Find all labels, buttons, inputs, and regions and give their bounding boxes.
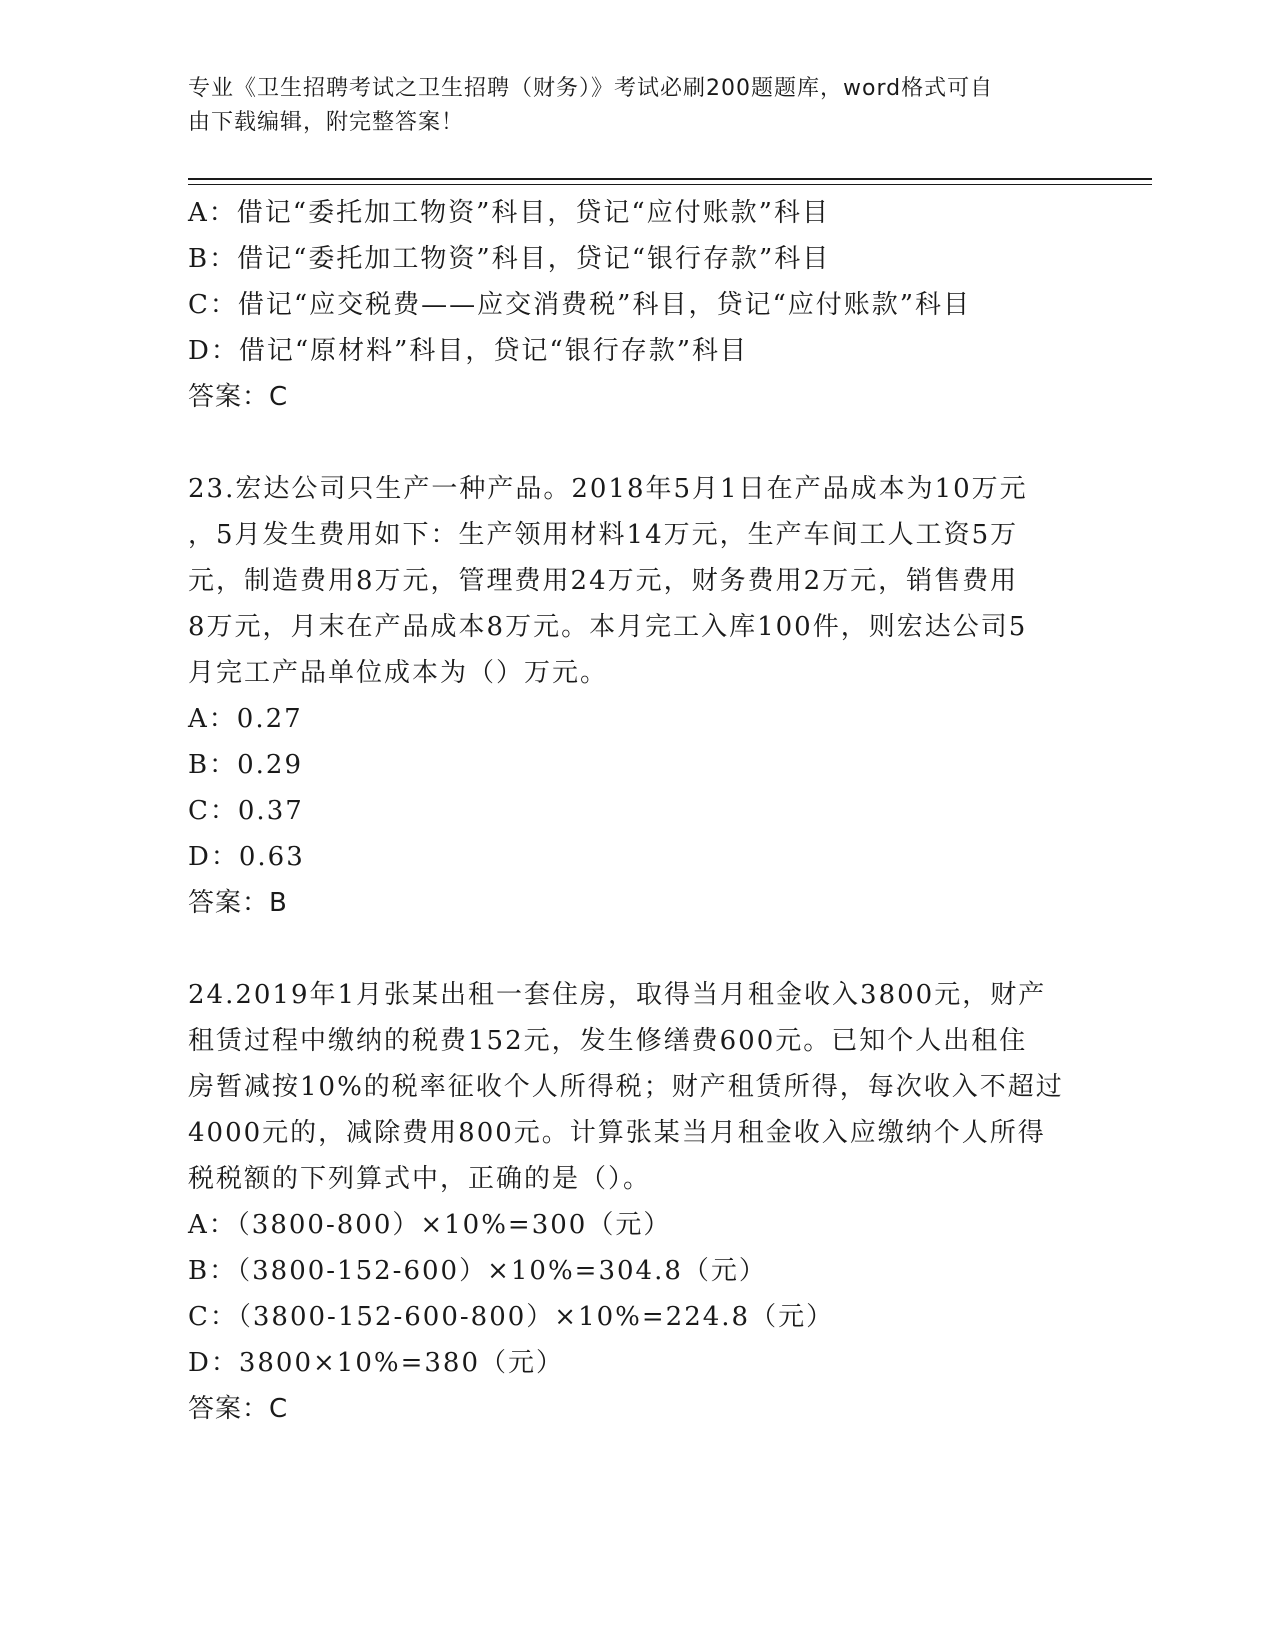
question-22-block xyxy=(188,190,1088,420)
document-header xyxy=(188,72,1068,140)
option-b: B：0.29 xyxy=(188,750,303,780)
document-content xyxy=(188,190,1088,1432)
question-line: 24.2019年1月张某出租一套住房，取得当月租金收入3800元，财产 xyxy=(188,980,1047,1010)
question-text xyxy=(188,466,1068,696)
option-d: D：借记“原材料”科目，贷记“银行存款”科目 xyxy=(188,336,749,366)
question-text xyxy=(188,972,1068,1202)
header-line-2: 由下载编辑，附完整答案！ xyxy=(188,110,465,135)
option-d: D：3800×10%=380（元） xyxy=(188,1348,564,1378)
option-b: B：（3800-152-600）×10%=304.8（元） xyxy=(188,1256,767,1286)
header-line-1: 专业《卫生招聘考试之卫生招聘（财务）》考试必刷200题题库，word格式可自 xyxy=(188,76,994,101)
question-line: 23.宏达公司只生产一种产品。2018年5月1日在产品成本为10万元 xyxy=(188,474,1028,504)
header-rule-thin xyxy=(188,184,1152,185)
answer: 答案：C xyxy=(188,382,289,412)
option-c: C：0.37 xyxy=(188,796,304,826)
header-rule-thick xyxy=(188,178,1152,180)
question-24-block xyxy=(188,972,1088,1432)
option-a: A：0.27 xyxy=(188,704,303,734)
question-line: 8万元，月末在产品成本8万元。本月完工入库100件，则宏达公司5 xyxy=(188,612,1028,642)
question-line: 税税额的下列算式中，正确的是（）。 xyxy=(188,1164,652,1194)
option-a: A：（3800-800）×10%=300（元） xyxy=(188,1210,672,1240)
answer: 答案：B xyxy=(188,888,288,918)
question-line: 元，制造费用8万元，管理费用24万元，财务费用2万元，销售费用 xyxy=(188,566,1019,596)
question-line: 4000元的，减除费用800元。计算张某当月租金收入应缴纳个人所得 xyxy=(188,1118,1046,1148)
question-23-block xyxy=(188,466,1088,926)
option-a: A：借记“委托加工物资”科目，贷记“应付账款”科目 xyxy=(188,198,830,228)
question-line: 房暂减按10%的税率征收个人所得税；财产租赁所得，每次收入不超过 xyxy=(188,1072,1064,1102)
option-d: D：0.63 xyxy=(188,842,305,872)
option-b: B：借记“委托加工物资”科目，贷记“银行存款”科目 xyxy=(188,244,831,274)
question-line: 租赁过程中缴纳的税费152元，发生修缮费600元。已知个人出租住 xyxy=(188,1026,1028,1056)
answer: 答案：C xyxy=(188,1394,289,1424)
option-c: C：（3800-152-600-800）×10%=224.8（元） xyxy=(188,1302,835,1332)
question-line: 月完工产品单位成本为（）万元。 xyxy=(188,658,609,688)
question-line: ，5月发生费用如下：生产领用材料14万元，生产车间工人工资5万 xyxy=(188,520,1019,550)
option-c: C：借记“应交税费——应交消费税”科目，贷记“应付账款”科目 xyxy=(188,290,972,320)
